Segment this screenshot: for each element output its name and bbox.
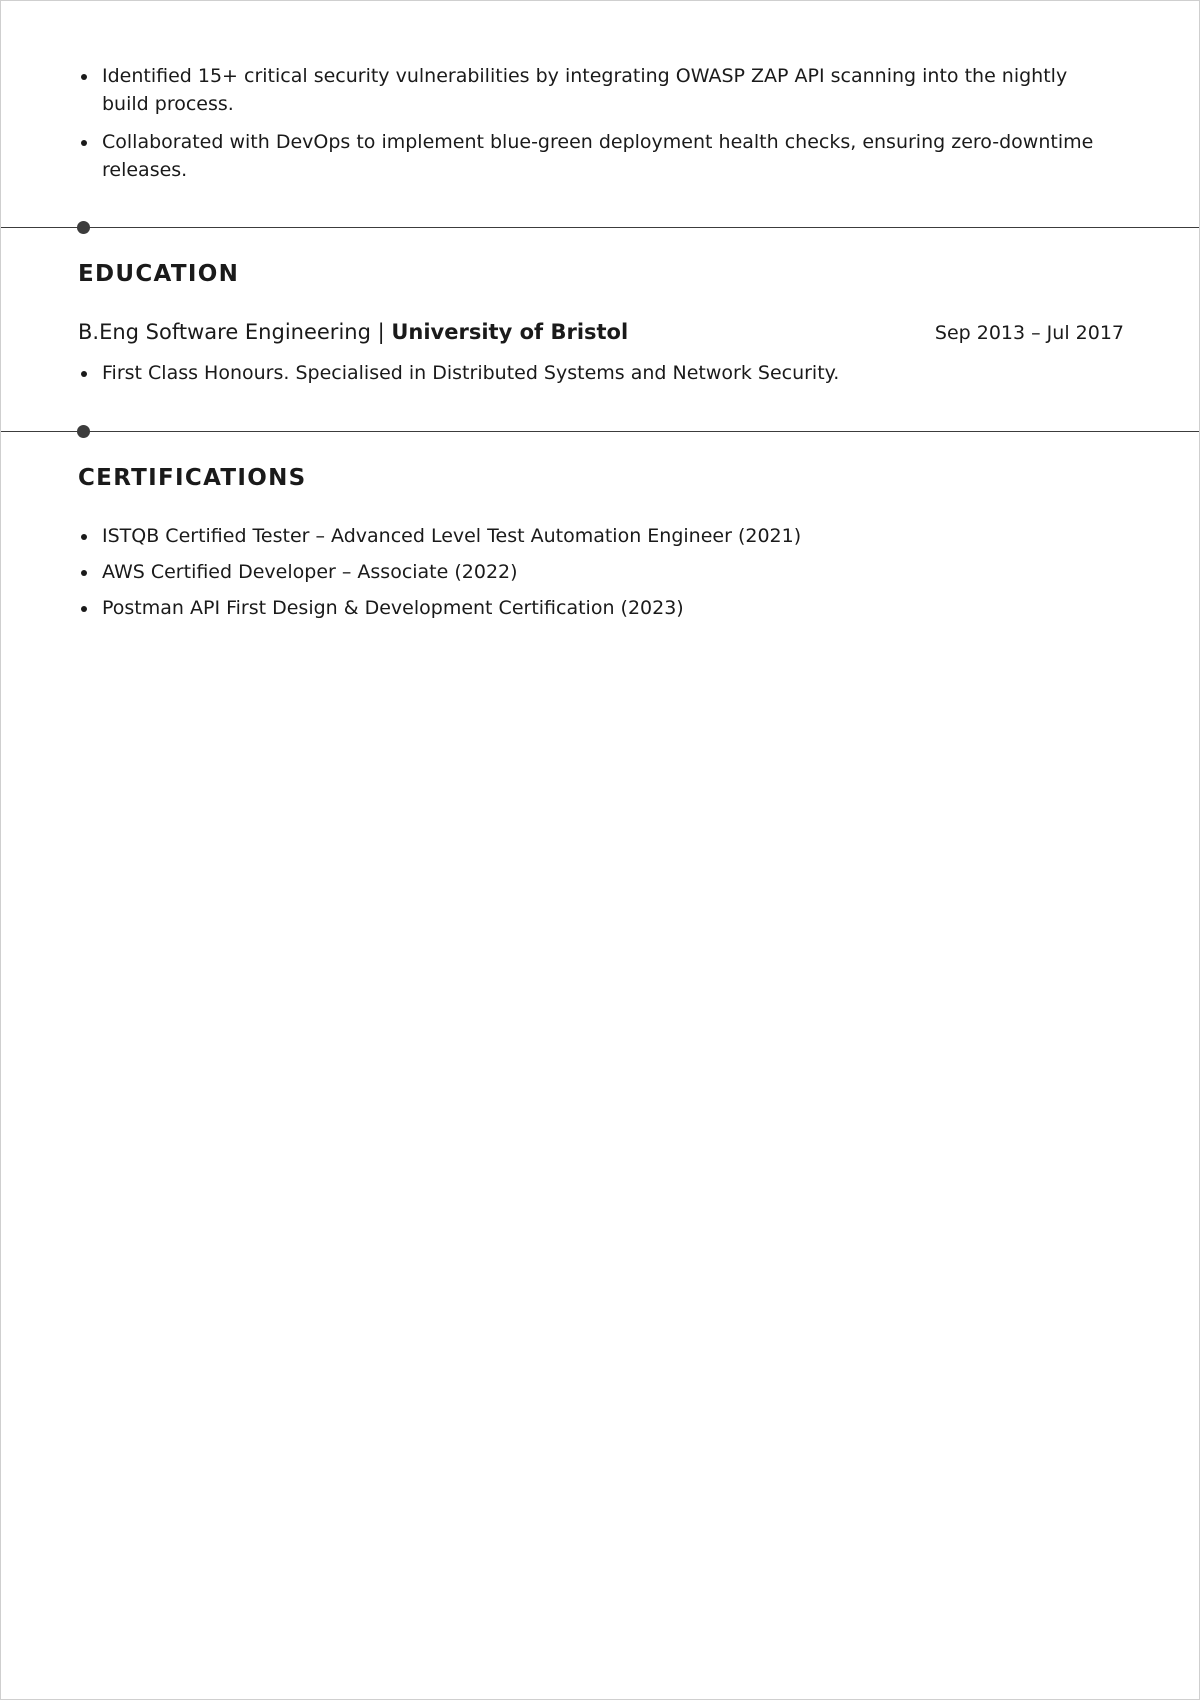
education-school: University of Bristol (391, 320, 629, 344)
education-degree-line (78, 317, 628, 347)
experience-bullet: Collaborated with DevOps to implement blue-green deployment health checks, ensuring zero-downtime releases. (78, 128, 1118, 184)
section-divider (1, 227, 1199, 228)
education-entry-header (78, 317, 1124, 347)
education-dates: Sep 2013 – Jul 2017 (934, 322, 1124, 344)
section-divider (1, 431, 1199, 432)
certifications-list (78, 522, 1118, 622)
certifications-heading: CERTIFICATIONS (78, 465, 307, 491)
education-heading: EDUCATION (78, 261, 240, 287)
education-bullet-list (78, 359, 1118, 387)
education-degree: B.Eng Software Engineering (78, 320, 371, 344)
experience-bullet: Identified 15+ critical security vulnerabilities by integrating OWASP ZAP API scanning into the nightly build process. (78, 62, 1118, 118)
education-separator: | (370, 320, 392, 344)
certification-item: Postman API First Design & Development Certification (2023) (78, 594, 1118, 622)
experience-bullet-list (78, 62, 1118, 184)
certification-item: ISTQB Certified Tester – Advanced Level Test Automation Engineer (2021) (78, 522, 1118, 550)
education-bullet: First Class Honours. Specialised in Distributed Systems and Network Security. (78, 359, 1118, 387)
divider-dot-icon (77, 221, 90, 234)
divider-dot-icon (77, 425, 90, 438)
certification-item: AWS Certified Developer – Associate (2022) (78, 558, 1118, 586)
